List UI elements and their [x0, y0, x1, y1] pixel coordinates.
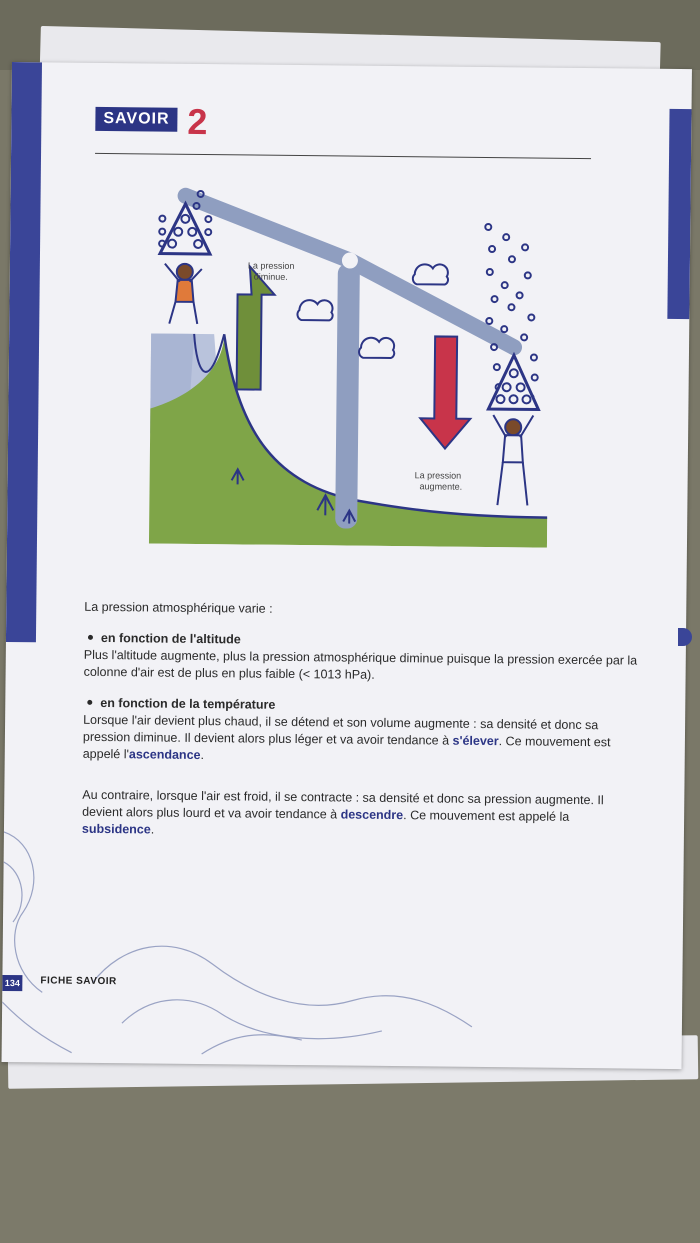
down-arrow: [420, 336, 471, 449]
page-left-band: [6, 62, 42, 642]
temperature-text-c: .: [200, 748, 205, 763]
keyword-subsidence: subsidence: [81, 821, 151, 837]
right-person: [492, 415, 533, 505]
label-pressure-increases-line2: augmente.: [419, 481, 463, 492]
section-tab: SAVOIR: [95, 107, 177, 132]
temperature-text-b: . Ce mouvement est appelé l': [82, 734, 611, 762]
section-number: 2: [187, 100, 208, 143]
bullet-dot: [87, 700, 92, 705]
cold-air-text-c: .: [150, 822, 155, 837]
air-column-pillar: [335, 263, 360, 528]
document-page: [2, 62, 692, 1069]
footer-label: FICHE SAVOIR: [40, 975, 117, 988]
bullet-altitude-title: en fonction de l'altitude: [100, 630, 241, 647]
left-person: [164, 264, 202, 324]
label-pressure-decreases-line2: diminue.: [253, 271, 288, 282]
temperature-text-a: Lorsque l'air devient plus chaud, il se détend et son volume augmente : sa densité et donc sa pression diminue. Il devient alors plus léger et va avoir tendance à: [82, 712, 599, 748]
cloud-icon: [297, 300, 332, 320]
keyword-elever: s'élever: [452, 733, 499, 749]
page-right-band: [667, 109, 691, 319]
page-number: 134: [2, 975, 22, 991]
keyword-descendre: descendre: [340, 807, 404, 823]
bullet-temperature-title: en fonction de la température: [100, 695, 276, 712]
cloud-icon: [359, 338, 394, 358]
cloud-icon: [413, 264, 448, 284]
header-rule: [95, 153, 591, 159]
altitude-text: Plus l'altitude augmente, plus la pression atmosphérique diminue puisque la pression exercée par la colonne d'air est de plus en plus faible (< 1013 hPa).: [83, 647, 638, 682]
intro-text: La pression atmosphérique varie :: [84, 599, 273, 616]
keyword-ascendance: ascendance: [128, 747, 201, 763]
label-pressure-increases-line1: La pression: [414, 470, 462, 481]
temperature-text: [83, 712, 644, 769]
page-tab-marker: [678, 628, 692, 646]
bullet-dot: [88, 635, 93, 640]
cold-air-text-b: . Ce mouvement est appelé la: [403, 808, 570, 824]
label-pressure-decreases-line1: La pression: [247, 260, 295, 271]
topographic-decoration: [2, 822, 684, 1069]
up-arrow: [237, 266, 275, 389]
cold-air-text-a: Au contraire, lorsque l'air est froid, il se contracte : sa densité et donc sa pression augmente. Il devient alors plus lourd et va avoir tendance à: [82, 787, 604, 822]
pressure-illustration: [137, 183, 551, 547]
body-content: [82, 599, 645, 858]
